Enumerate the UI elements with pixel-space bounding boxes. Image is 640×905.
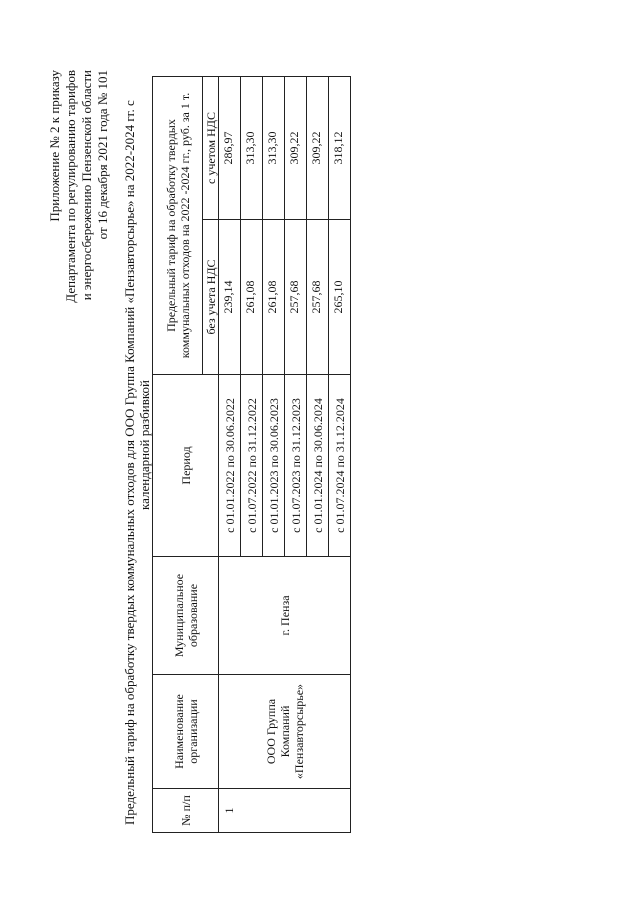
no-vat-cell: 257,68: [285, 220, 307, 375]
header-org: Наименование организации: [153, 675, 219, 789]
period-cell: с 01.07.2024 по 31.12.2024: [329, 375, 351, 557]
no-vat-cell: 239,14: [219, 220, 241, 375]
header-tariff-group: Предельный тариф на обработку твердых коммунальных отходов на 2022 -2024 гг., руб. за 1 т.: [153, 77, 203, 375]
org-name: ООО Группа Компаний «Пензавторсырье»: [219, 675, 351, 789]
period-cell: с 01.01.2022 по 30.06.2022: [219, 375, 241, 557]
period-cell: с 01.01.2024 по 30.06.2024: [307, 375, 329, 557]
with-vat-cell: 313,30: [241, 77, 263, 220]
title-line-2: календарной разбивкой: [137, 380, 152, 510]
with-vat-cell: 309,22: [307, 77, 329, 220]
title-line-1: Предельный тариф на обработку твердых коммунальных отходов для ООО Группа Компаний «Пензавторсырье» на 2022-2024 гг. с: [122, 100, 137, 825]
annex-block: [47, 70, 111, 303]
with-vat-cell: 318,12: [329, 77, 351, 220]
header-with-vat: с учетом НДС: [203, 77, 219, 220]
no-vat-cell: 257,68: [307, 220, 329, 375]
tariff-table: [152, 76, 351, 833]
header-no-vat: без учета НДС: [203, 220, 219, 375]
document-title: [122, 65, 152, 825]
no-vat-cell: 261,08: [263, 220, 285, 375]
header-num: № п/п: [153, 789, 219, 833]
header-period: Период: [153, 375, 219, 557]
annex-line-4: от 16 декабря 2021 года № 101: [95, 70, 110, 240]
with-vat-cell: 286,97: [219, 77, 241, 220]
with-vat-cell: 313,30: [263, 77, 285, 220]
period-cell: с 01.07.2023 по 31.12.2023: [285, 375, 307, 557]
table-row: [219, 77, 241, 833]
period-cell: с 01.07.2022 по 31.12.2022: [241, 375, 263, 557]
no-vat-cell: 265,10: [329, 220, 351, 375]
no-vat-cell: 261,08: [241, 220, 263, 375]
header-municipality: Муниципальное образование: [153, 557, 219, 675]
annex-line-3: и энергосбережению Пензенской области: [79, 70, 94, 301]
annex-line-1: Приложение № 2 к приказу: [47, 70, 62, 222]
row-num: 1: [219, 789, 351, 833]
with-vat-cell: 309,22: [285, 77, 307, 220]
annex-line-2: Департамента по регулированию тарифов: [63, 70, 78, 303]
period-cell: с 01.01.2023 по 30.06.2023: [263, 375, 285, 557]
municipality: г. Пенза: [219, 557, 351, 675]
